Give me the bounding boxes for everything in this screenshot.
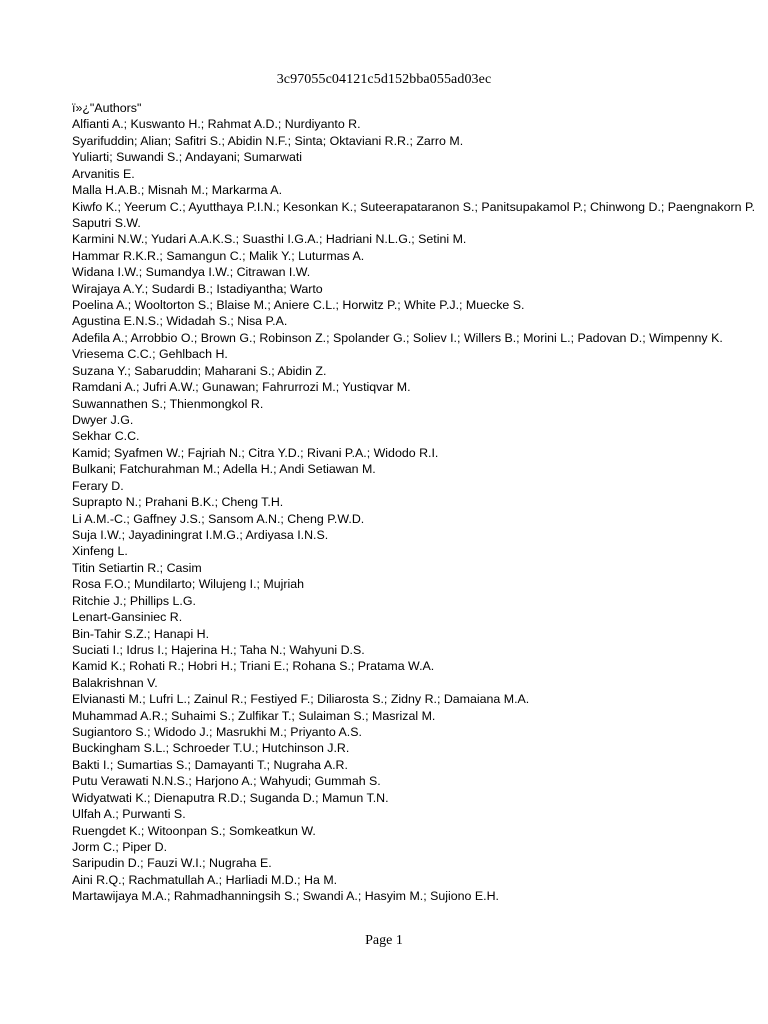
author-row: Alfianti A.; Kuswanto H.; Rahmat A.D.; Nurdiyanto R. bbox=[72, 117, 361, 132]
author-row: Sugiantoro S.; Widodo J.; Masrukhi M.; Priyanto A.S. bbox=[72, 725, 362, 740]
document-title: 3c97055c04121c5d152bba055ad03ec bbox=[276, 72, 492, 87]
author-row: Li A.M.-C.; Gaffney J.S.; Sansom A.N.; Cheng P.W.D. bbox=[72, 511, 365, 526]
author-row: Hammar R.K.R.; Samangun C.; Malik Y.; Luturmas A. bbox=[72, 248, 365, 263]
author-row: Widyatwati K.; Dienaputra R.D.; Suganda D.; Mamun T.N. bbox=[72, 790, 389, 805]
author-row: Ruengdet K.; Witoonpan S.; Somkeatkun W. bbox=[72, 823, 316, 838]
author-row: Suwannathen S.; Thienmongkol R. bbox=[72, 396, 264, 411]
author-row: Ritchie J.; Phillips L.G. bbox=[72, 593, 196, 608]
author-row: Suzana Y.; Sabaruddin; Maharani S.; Abidin Z. bbox=[72, 363, 327, 378]
author-row: Putu Verawati N.N.S.; Harjono A.; Wahyudi; Gummah S. bbox=[72, 774, 381, 789]
author-row: Dwyer J.G. bbox=[72, 413, 134, 428]
author-row: Vriesema C.C.; Gehlbach H. bbox=[72, 347, 228, 362]
author-row: Yuliarti; Suwandi S.; Andayani; Sumarwati bbox=[72, 150, 303, 165]
author-row: Karmini N.W.; Yudari A.A.K.S.; Suasthi I.G.A.; Hadriani N.L.G.; Setini M. bbox=[72, 232, 467, 247]
author-row: Saripudin D.; Fauzi W.I.; Nugraha E. bbox=[72, 856, 272, 871]
author-row: Rosa F.O.; Mundilarto; Wilujeng I.; Mujriah bbox=[72, 577, 305, 592]
author-row: Syarifuddin; Alian; Safitri S.; Abidin N.F.; Sinta; Oktaviani R.R.; Zarro M. bbox=[72, 133, 464, 148]
author-row: Bin-Tahir S.Z.; Hanapi H. bbox=[72, 626, 210, 641]
author-row: Kamid; Syafmen W.; Fajriah N.; Citra Y.D.; Rivani P.A.; Widodo R.I. bbox=[72, 445, 439, 460]
author-row: Widana I.W.; Sumandya I.W.; Citrawan I.W. bbox=[72, 265, 311, 280]
author-row: Bulkani; Fatchurahman M.; Adella H.; Andi Setiawan M. bbox=[72, 462, 376, 477]
page-number: Page 1 bbox=[365, 933, 403, 948]
author-row: Lenart-Gansiniec R. bbox=[72, 610, 183, 625]
author-row: Kiwfo K.; Yeerum C.; Ayutthaya P.I.N.; Kesonkan K.; Suteerapataranon S.; Panitsupakamol P.; Chinwong D.; Paengnakorn P. bbox=[72, 199, 756, 214]
author-row: Titin Setiartin R.; Casim bbox=[72, 560, 202, 575]
author-row: Sekhar C.C. bbox=[72, 429, 140, 444]
author-row: Ulfah A.; Purwanti S. bbox=[72, 807, 186, 822]
author-row: Wirajaya A.Y.; Sudardi B.; Istadiyantha; Warto bbox=[72, 281, 323, 296]
authors-list bbox=[72, 100, 768, 905]
author-row: Jorm C.; Piper D. bbox=[72, 839, 168, 854]
author-row: Agustina E.N.S.; Widadah S.; Nisa P.A. bbox=[72, 314, 288, 329]
author-row: Arvanitis E. bbox=[72, 166, 135, 181]
author-row: Ramdani A.; Jufri A.W.; Gunawan; Fahrurrozi M.; Yustiqvar M. bbox=[72, 380, 411, 395]
author-row: Suja I.W.; Jayadiningrat I.M.G.; Ardiyasa I.N.S. bbox=[72, 527, 329, 542]
author-row: Bakti I.; Sumartias S.; Damayanti T.; Nugraha A.R. bbox=[72, 757, 348, 772]
column-header: ï»¿"Authors" bbox=[72, 101, 142, 115]
author-row: Buckingham S.L.; Schroeder T.U.; Hutchinson J.R. bbox=[72, 741, 350, 756]
author-row: Martawijaya M.A.; Rahmadhanningsih S.; Swandi A.; Hasyim M.; Sujiono E.H. bbox=[72, 889, 499, 904]
author-row: Poelina A.; Wooltorton S.; Blaise M.; Aniere C.L.; Horwitz P.; White P.J.; Muecke S. bbox=[72, 298, 525, 313]
author-row: Adefila A.; Arrobbio O.; Brown G.; Robinson Z.; Spolander G.; Soliev I.; Willers B.; Morini L.; Padovan D.; Wimpenny K. bbox=[72, 330, 723, 345]
author-row: Xinfeng L. bbox=[72, 544, 128, 559]
author-row: Saputri S.W. bbox=[72, 215, 141, 230]
author-row: Aini R.Q.; Rachmatullah A.; Harliadi M.D.; Ha M. bbox=[72, 872, 338, 887]
author-row: Suprapto N.; Prahani B.K.; Cheng T.H. bbox=[72, 495, 284, 510]
author-row: Muhammad A.R.; Suhaimi S.; Zulfikar T.; Sulaiman S.; Masrizal M. bbox=[72, 708, 436, 723]
author-row: Balakrishnan V. bbox=[72, 675, 158, 690]
author-row: Ferary D. bbox=[72, 478, 124, 493]
author-row: Malla H.A.B.; Misnah M.; Markarma A. bbox=[72, 183, 283, 198]
author-row: Elvianasti M.; Lufri L.; Zainul R.; Festiyed F.; Diliarosta S.; Zidny R.; Damaiana M.A. bbox=[72, 692, 530, 707]
author-row: Kamid K.; Rohati R.; Hobri H.; Triani E.; Rohana S.; Pratama W.A. bbox=[72, 659, 435, 674]
author-row: Suciati I.; Idrus I.; Hajerina H.; Taha N.; Wahyuni D.S. bbox=[72, 642, 365, 657]
